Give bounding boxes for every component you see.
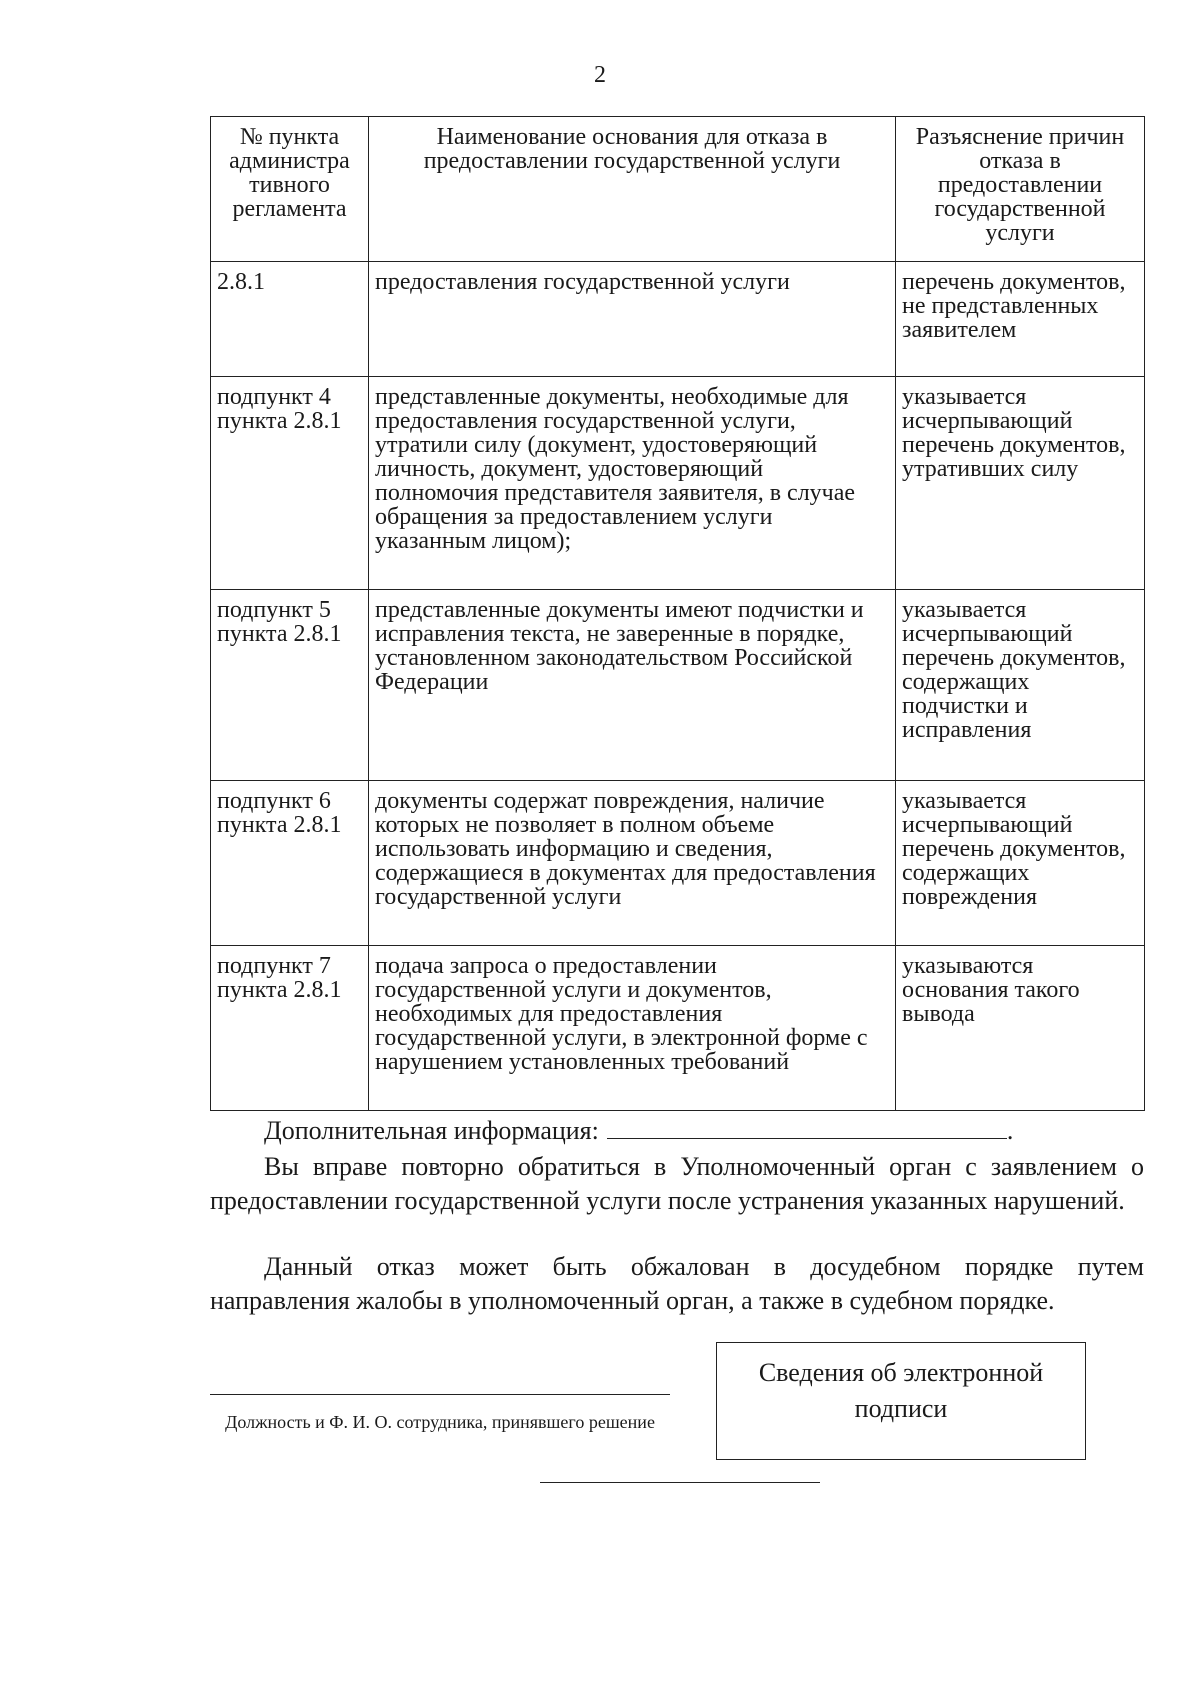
cell-reason: представленные документы, необходимые для предоставления государственной услуги, утратили силу (документ, удостоверяющий личность, документ, удостоверяющий полномочия представителя заявителя, в случае обращения за предоставлением услуги указанным лицом); (369, 377, 896, 590)
cell-clause: подпункт 5 пункта 2.8.1 (211, 590, 369, 781)
reapply-paragraph: Вы вправе повторно обратиться в Уполномоченный орган с заявлением о предоставлении государственной услуги после устранения указанных нарушений. (210, 1152, 1144, 1215)
additional-info-end: . (1006, 1116, 1014, 1145)
header-explanation: Разъяснение причин отказа в предоставлении государственной услуги (896, 117, 1145, 262)
cell-clause: подпункт 6 пункта 2.8.1 (211, 781, 369, 946)
cell-explanation: указываются основания такого вывода (896, 946, 1145, 1111)
table-header-row (211, 117, 1145, 262)
table-row (211, 590, 1145, 781)
page-number: 2 (594, 62, 606, 88)
cell-explanation: указывается исчерпывающий перечень документов, утративших силу (896, 377, 1145, 590)
cell-reason: представленные документы имеют подчистки и исправления текста, не заверенные в порядке, установленном законодательством Российской Федерации (369, 590, 896, 781)
cell-clause: 2.8.1 (211, 262, 369, 377)
electronic-signature-box: Сведения об электронной подписи (716, 1342, 1086, 1460)
cell-clause: подпункт 7 пункта 2.8.1 (211, 946, 369, 1111)
table-row (211, 946, 1145, 1111)
cell-reason: подача запроса о предоставлении государственной услуги и документов, необходимых для предоставления государственной услуги, в электронной форме с нарушением установленных требований (369, 946, 896, 1111)
appeal-paragraph: Данный отказ может быть обжалован в досудебном порядке путем направления жалобы в уполномоченный орган, а также в судебном порядке. (210, 1252, 1144, 1315)
refusal-reasons-table (210, 116, 1145, 1111)
cell-reason: документы содержат повреждения, наличие которых не позволяет в полном объеме использовать информацию и сведения, содержащиеся в документах для предоставления государственной услуги (369, 781, 896, 946)
additional-info-label: Дополнительная информация: (264, 1116, 599, 1145)
cell-reason: предоставления государственной услуги (369, 262, 896, 377)
signature-caption: Должность и Ф. И. О. сотрудника, принявшего решение (225, 1412, 655, 1432)
table-row (211, 781, 1145, 946)
header-reason-name: Наименование основания для отказа в предоставлении государственной услуги (369, 117, 896, 262)
cell-explanation: перечень документов, не представленных заявителем (896, 262, 1145, 377)
additional-info-blank (607, 1116, 1007, 1139)
signature-line (210, 1394, 670, 1395)
table-row (211, 377, 1145, 590)
table-row (211, 262, 1145, 377)
header-clause-number: № пункта администра тивного регламента (211, 117, 369, 262)
cell-explanation: указывается исчерпывающий перечень документов, содержащих повреждения (896, 781, 1145, 946)
cell-explanation: указывается исчерпывающий перечень документов, содержащих подчистки и исправления (896, 590, 1145, 781)
end-divider (540, 1482, 820, 1483)
cell-clause: подпункт 4 пункта 2.8.1 (211, 377, 369, 590)
additional-info-line (264, 1114, 1144, 1148)
